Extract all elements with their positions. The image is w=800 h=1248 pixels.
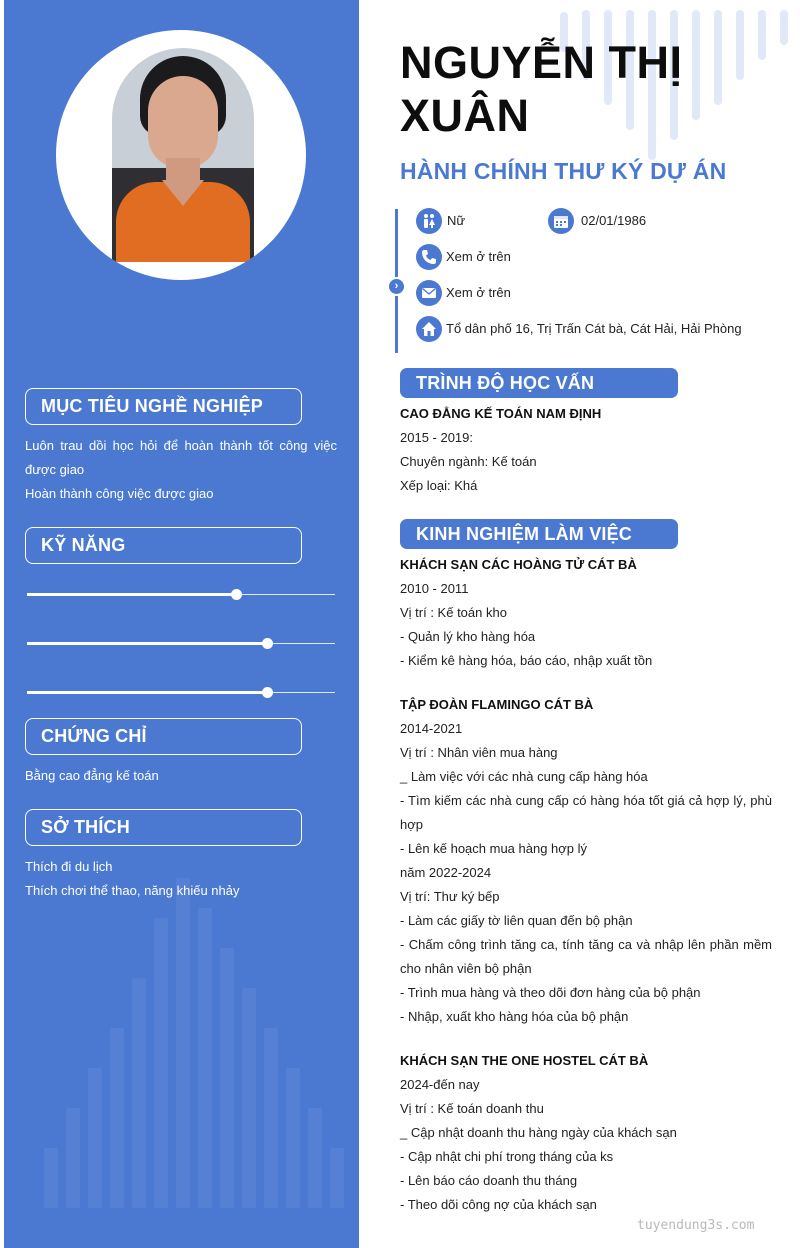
job-line: - Nhập, xuất kho hàng hóa của bộ phận xyxy=(400,1009,629,1024)
email-icon xyxy=(416,280,442,306)
phone-value: Xem ở trên xyxy=(446,249,511,264)
school-name: CAO ĐẲNG KẾ TOÁN NAM ĐỊNH xyxy=(400,406,602,421)
candidate-name: NGUYỄN THỊ XUÂN xyxy=(400,37,683,141)
job-line: 2014-2021 xyxy=(400,721,463,736)
objective-heading: MỤC TIÊU NGHỀ NGHIỆP xyxy=(25,388,302,425)
education-line: Chuyên ngành: Kế toán xyxy=(400,454,537,469)
education-heading: TRÌNH ĐỘ HỌC VẤN xyxy=(400,368,678,398)
email-value: Xem ở trên xyxy=(446,285,511,300)
job-line: _ Cập nhật doanh thu hàng ngày của khách sạn xyxy=(400,1125,677,1140)
experience-heading: KINH NGHIỆM LÀM VIỆC xyxy=(400,519,678,549)
objective-line: Luôn trau dồi học hỏi để hoàn thành tốt công việc được giao xyxy=(25,438,337,477)
job-line: - Kiểm kê hàng hóa, báo cáo, nhập xuất tồn xyxy=(400,653,653,668)
job-block xyxy=(400,1049,772,1217)
skill-knob xyxy=(262,638,273,649)
calendar-icon xyxy=(548,208,574,234)
gender-icon xyxy=(416,208,442,234)
job-line: Vị trí: Thư ký bếp xyxy=(400,889,500,904)
company-name: TẬP ĐOÀN FLAMINGO CÁT BÀ xyxy=(400,697,594,712)
job-line: - Chấm công trình tăng ca, tính tăng ca và nhập lên phần mềm cho nhân viên bộ phận xyxy=(400,937,772,976)
job-line: - Theo dõi công nợ của khách sạn xyxy=(400,1197,597,1212)
job-line: - Quản lý kho hàng hóa xyxy=(400,629,536,644)
phone-icon xyxy=(416,244,442,270)
job-line: _ Làm việc với các nhà cung cấp hàng hóa xyxy=(400,769,648,784)
birthdate-value: 02/01/1986 xyxy=(581,213,647,228)
skill-bar xyxy=(27,594,335,595)
watermark: tuyendung3s.com xyxy=(637,1218,755,1233)
job-block xyxy=(400,553,772,673)
skills-heading: KỸ NĂNG xyxy=(25,527,302,564)
job-line: - Lên kế hoạch mua hàng hợp lý xyxy=(400,841,588,856)
job-line: - Trình mua hàng và theo dõi đơn hàng của bộ phận xyxy=(400,985,701,1000)
hobby-item: Thích chơi thể thao, năng khiếu nhảy xyxy=(25,883,240,898)
job-title: HÀNH CHÍNH THƯ KÝ DỰ ÁN xyxy=(400,158,727,184)
gender-value: Nữ xyxy=(447,213,466,228)
job-line: Vị trí : Kế toán doanh thu xyxy=(400,1101,544,1116)
job-line: năm 2022-2024 xyxy=(400,865,492,880)
job-line: - Tìm kiếm các nhà cung cấp có hàng hóa tốt giá cả hợp lý, phù hợp xyxy=(400,793,772,832)
job-line: Vị trí : Kế toán kho xyxy=(400,605,507,620)
job-line: Vị trí : Nhân viên mua hàng xyxy=(400,745,558,760)
skill-bar xyxy=(27,692,335,693)
avatar xyxy=(56,30,306,280)
certs-heading: CHỨNG CHỈ xyxy=(25,718,302,755)
education-block xyxy=(400,402,772,498)
job-line: - Làm các giấy tờ liên quan đến bộ phận xyxy=(400,913,633,928)
decorative-bars xyxy=(4,868,359,1208)
home-icon xyxy=(416,316,442,342)
chevron-right-icon: › xyxy=(387,277,406,296)
job-line: - Lên báo cáo doanh thu tháng xyxy=(400,1173,578,1188)
job-line: 2010 - 2011 xyxy=(400,581,469,596)
job-block xyxy=(400,693,772,1029)
hobbies-heading: SỞ THÍCH xyxy=(25,809,302,846)
sidebar xyxy=(4,0,359,1248)
job-line: 2024-đến nay xyxy=(400,1077,480,1092)
education-line: Xếp loại: Khá xyxy=(400,478,478,493)
skill-knob xyxy=(231,589,242,600)
company-name: KHÁCH SẠN CÁC HOÀNG TỬ CÁT BÀ xyxy=(400,557,637,572)
education-line: 2015 - 2019: xyxy=(400,430,474,445)
skill-knob xyxy=(262,687,273,698)
profile-photo xyxy=(112,48,254,262)
cert-item: Bằng cao đẳng kế toán xyxy=(25,768,159,783)
hobby-item: Thích đi du lịch xyxy=(25,859,113,874)
skill-bar xyxy=(27,643,335,644)
address-value: Tổ dân phố 16, Trị Trấn Cát bà, Cát Hải, Hải Phòng xyxy=(446,321,742,336)
company-name: KHÁCH SẠN THE ONE HOSTEL CÁT BÀ xyxy=(400,1053,649,1068)
objective-line: Hoàn thành công việc được giao xyxy=(25,486,214,501)
job-line: - Cập nhật chi phí trong tháng của ks xyxy=(400,1149,614,1164)
